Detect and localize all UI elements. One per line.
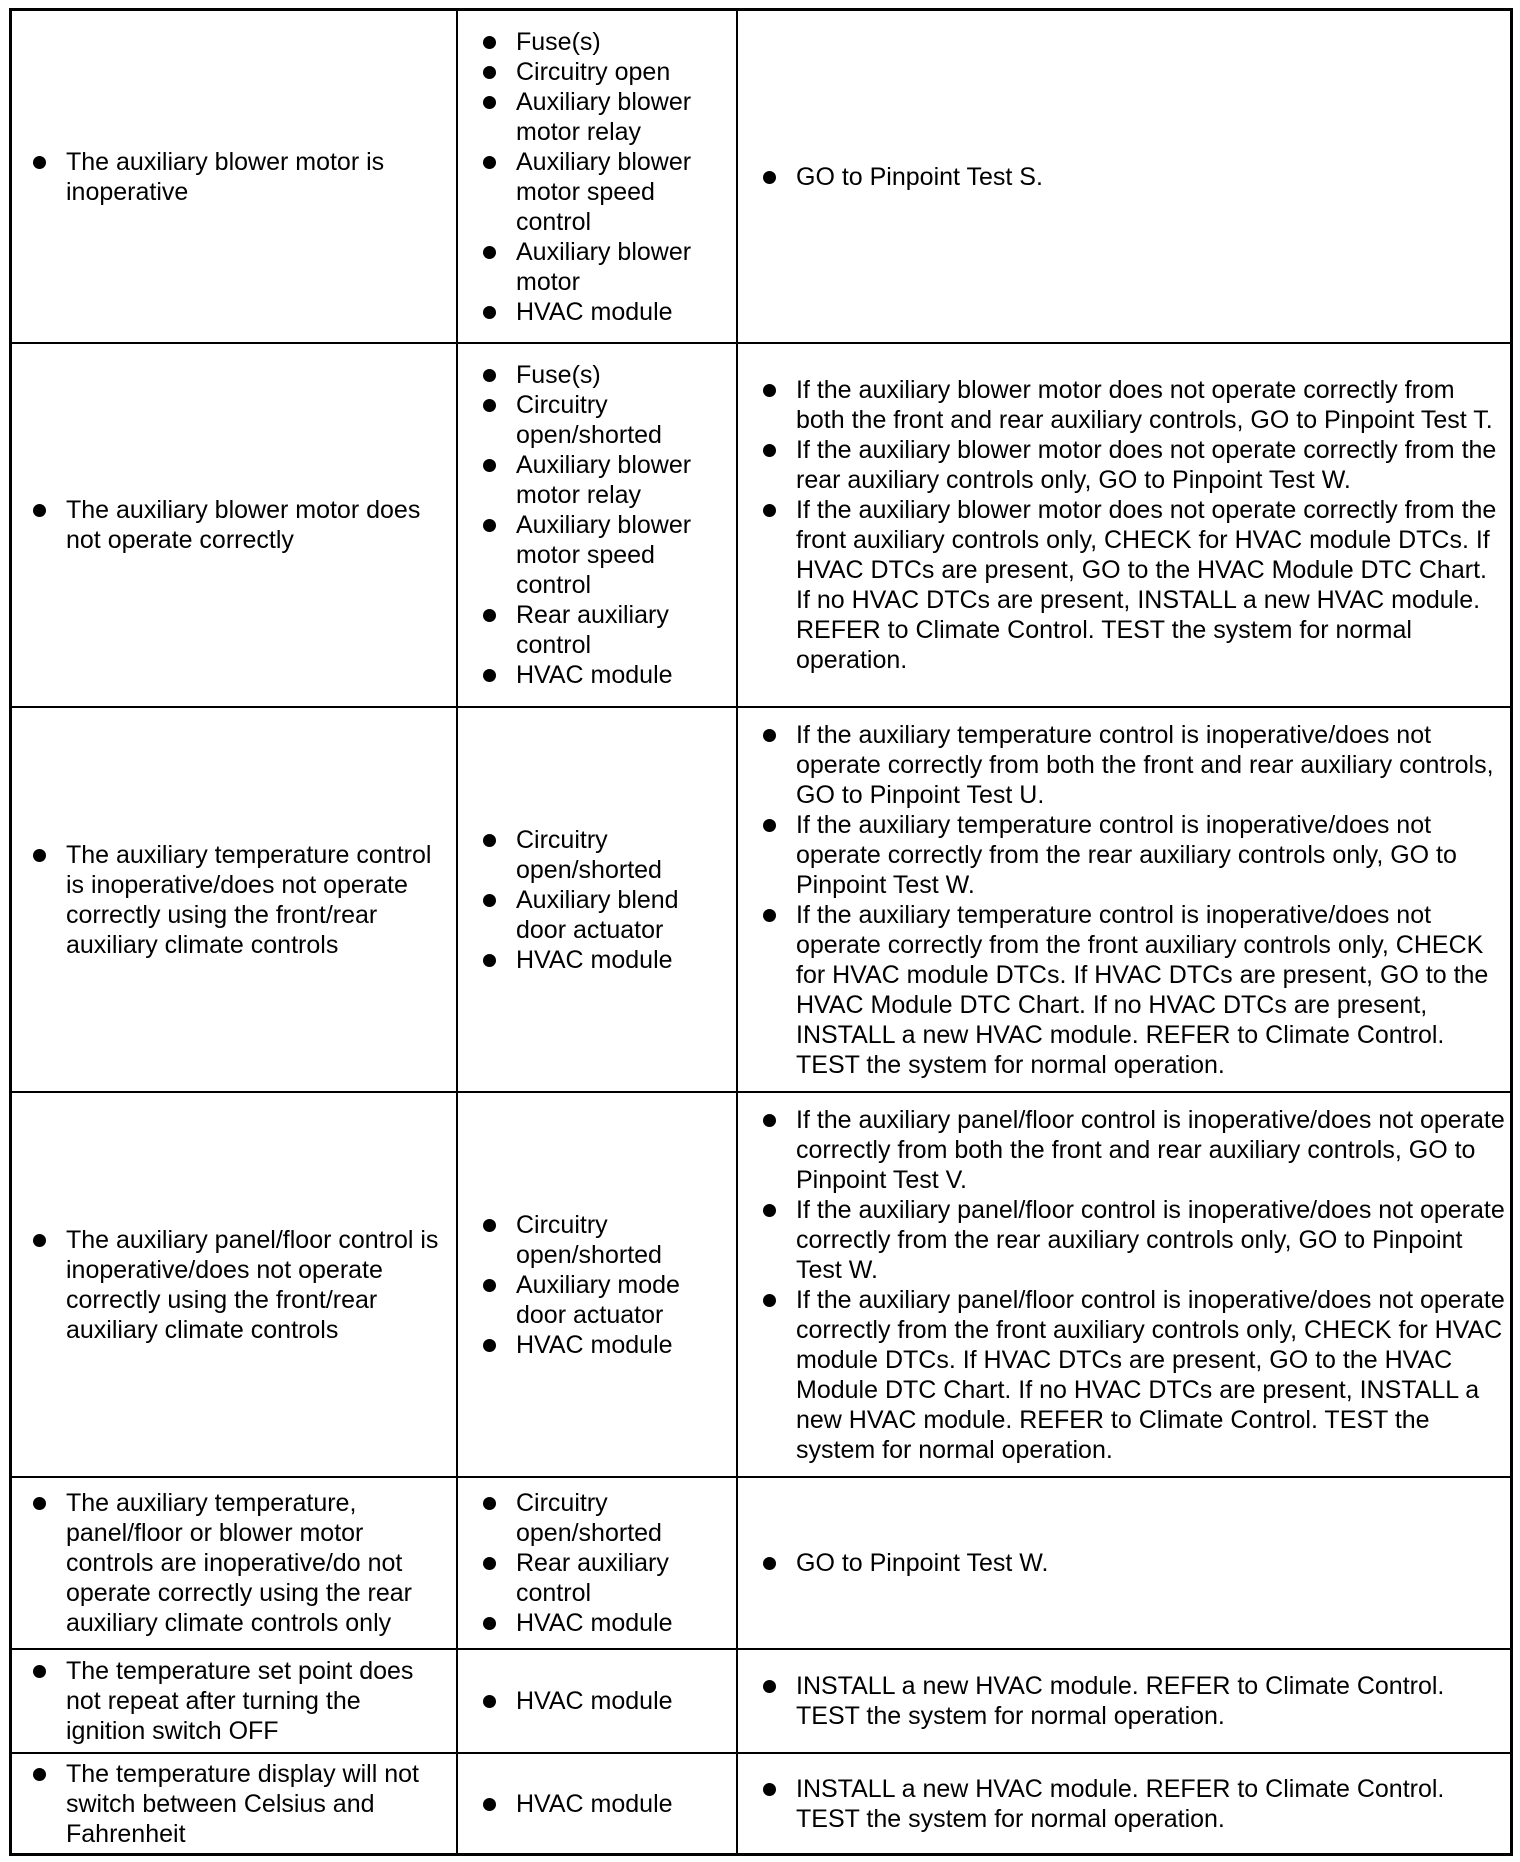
list-item: The auxiliary blower motor does not operate correctly [32, 495, 446, 555]
list-item: The auxiliary temperature, panel/floor or blower motor controls are inoperative/do not operate correctly using the rear auxiliary climate controls only [32, 1488, 446, 1638]
bullet-icon [763, 504, 776, 517]
list-item: HVAC module [482, 297, 730, 327]
condition-cell [12, 11, 458, 342]
bullet-icon [763, 1680, 776, 1693]
list-item: GO to Pinpoint Test S. [762, 162, 1506, 192]
list-item: The auxiliary blower motor is inoperative [32, 147, 446, 207]
action-cell [738, 1754, 1510, 1853]
bullet-icon [483, 1557, 496, 1570]
bullet-icon [483, 1695, 496, 1708]
bullet-icon [33, 849, 46, 862]
bullet-icon [483, 369, 496, 382]
list-item: If the auxiliary blower motor does not operate correctly from both the front and rear auxiliary controls, GO to Pinpoint Test T. [762, 375, 1506, 435]
list-item: INSTALL a new HVAC module. REFER to Climate Control. TEST the system for normal operation. [762, 1671, 1506, 1731]
bullet-icon [33, 1665, 46, 1678]
list-item: The auxiliary temperature control is inoperative/does not operate correctly using the front/rear auxiliary climate controls [32, 840, 446, 960]
bullet-icon [483, 1279, 496, 1292]
bullet-icon [483, 1497, 496, 1510]
bullet-icon [33, 504, 46, 517]
bullet-icon [763, 384, 776, 397]
table-row [12, 1650, 1510, 1754]
bullet-icon [763, 1783, 776, 1796]
bullet-icon [763, 1557, 776, 1570]
bullet-icon [763, 909, 776, 922]
table-row [12, 1754, 1510, 1853]
bullet-icon [483, 669, 496, 682]
list-item: If the auxiliary blower motor does not operate correctly from the rear auxiliary controls only, GO to Pinpoint Test W. [762, 435, 1506, 495]
condition-cell [12, 1754, 458, 1853]
list-item: HVAC module [482, 1330, 730, 1360]
bullet-icon [33, 1768, 46, 1781]
bullet-icon [33, 156, 46, 169]
list-item: Fuse(s) [482, 360, 730, 390]
table-row [12, 708, 1510, 1093]
list-item: Circuitry open/shorted [482, 1488, 730, 1548]
condition-cell [12, 1478, 458, 1648]
condition-cell [12, 1093, 458, 1476]
bullet-icon [763, 1204, 776, 1217]
list-item: Rear auxiliary control [482, 1548, 730, 1608]
list-item: Circuitry open/shorted [482, 1210, 730, 1270]
list-item: HVAC module [482, 945, 730, 975]
bullet-icon [483, 609, 496, 622]
possible-source-cell [458, 1754, 738, 1853]
list-item: If the auxiliary temperature control is inoperative/does not operate correctly from the front auxiliary controls only, CHECK for HVAC module DTCs. If HVAC DTCs are present, GO to the HVAC Module DTC Chart. If no HVAC DTCs are present, INSTALL a new HVAC module. REFER to Climate Control. TEST the system for normal operation. [762, 900, 1506, 1080]
action-cell [738, 1650, 1510, 1752]
list-item: The temperature display will not switch between Celsius and Fahrenheit [32, 1759, 446, 1849]
bullet-icon [483, 1219, 496, 1232]
possible-source-cell [458, 344, 738, 706]
table-row [12, 1093, 1510, 1478]
table-row [12, 1478, 1510, 1650]
possible-source-cell [458, 708, 738, 1091]
bullet-icon [483, 1339, 496, 1352]
bullet-icon [763, 729, 776, 742]
symptom-chart-table [9, 8, 1513, 1856]
possible-source-cell [458, 11, 738, 342]
bullet-icon [763, 171, 776, 184]
list-item: HVAC module [482, 1686, 730, 1716]
list-item: INSTALL a new HVAC module. REFER to Climate Control. TEST the system for normal operation. [762, 1774, 1506, 1834]
list-item: HVAC module [482, 1789, 730, 1819]
list-item: If the auxiliary panel/floor control is inoperative/does not operate correctly from both the front and rear auxiliary controls, GO to Pinpoint Test V. [762, 1105, 1506, 1195]
condition-cell [12, 1650, 458, 1752]
bullet-icon [483, 954, 496, 967]
action-cell [738, 11, 1510, 342]
list-item: Auxiliary blower motor relay [482, 87, 730, 147]
bullet-icon [33, 1234, 46, 1247]
list-item: Circuitry open/shorted [482, 390, 730, 450]
bullet-icon [483, 156, 496, 169]
possible-source-cell [458, 1650, 738, 1752]
list-item: If the auxiliary blower motor does not operate correctly from the front auxiliary controls only, CHECK for HVAC module DTCs. If HVAC DTCs are present, GO to the HVAC Module DTC Chart. If no HVAC DTCs are present, INSTALL a new HVAC module. REFER to Climate Control. TEST the system for normal operation. [762, 495, 1506, 675]
table-row [12, 11, 1510, 344]
action-cell [738, 1478, 1510, 1648]
bullet-icon [483, 36, 496, 49]
condition-cell [12, 708, 458, 1091]
action-cell [738, 344, 1510, 706]
list-item: If the auxiliary panel/floor control is inoperative/does not operate correctly from the rear auxiliary controls only, GO to Pinpoint Test W. [762, 1195, 1506, 1285]
list-item: Auxiliary blower motor speed control [482, 510, 730, 600]
bullet-icon [483, 66, 496, 79]
list-item: Auxiliary blower motor relay [482, 450, 730, 510]
list-item: Circuitry open/shorted [482, 825, 730, 885]
list-item: Rear auxiliary control [482, 600, 730, 660]
list-item: Circuitry open [482, 57, 730, 87]
condition-cell [12, 344, 458, 706]
list-item: Auxiliary blower motor speed control [482, 147, 730, 237]
bullet-icon [763, 1294, 776, 1307]
list-item: The auxiliary panel/floor control is inoperative/does not operate correctly using the front/rear auxiliary climate controls [32, 1225, 446, 1345]
bullet-icon [483, 894, 496, 907]
bullet-icon [483, 306, 496, 319]
list-item: If the auxiliary temperature control is inoperative/does not operate correctly from the rear auxiliary controls only, GO to Pinpoint Test W. [762, 810, 1506, 900]
bullet-icon [33, 1497, 46, 1510]
list-item: Auxiliary blend door actuator [482, 885, 730, 945]
bullet-icon [483, 834, 496, 847]
table-row [12, 344, 1510, 708]
list-item: Fuse(s) [482, 27, 730, 57]
bullet-icon [763, 819, 776, 832]
bullet-icon [483, 96, 496, 109]
list-item: The temperature set point does not repeat after turning the ignition switch OFF [32, 1656, 446, 1746]
action-cell [738, 708, 1510, 1091]
possible-source-cell [458, 1478, 738, 1648]
list-item: Auxiliary mode door actuator [482, 1270, 730, 1330]
list-item: GO to Pinpoint Test W. [762, 1548, 1506, 1578]
bullet-icon [483, 519, 496, 532]
bullet-icon [483, 399, 496, 412]
bullet-icon [763, 1114, 776, 1127]
bullet-icon [483, 1617, 496, 1630]
bullet-icon [763, 444, 776, 457]
list-item: Auxiliary blower motor [482, 237, 730, 297]
possible-source-cell [458, 1093, 738, 1476]
list-item: HVAC module [482, 660, 730, 690]
list-item: HVAC module [482, 1608, 730, 1638]
bullet-icon [483, 246, 496, 259]
bullet-icon [483, 459, 496, 472]
bullet-icon [483, 1798, 496, 1811]
action-cell [738, 1093, 1510, 1476]
list-item: If the auxiliary panel/floor control is inoperative/does not operate correctly from the front auxiliary controls only, CHECK for HVAC module DTCs. If HVAC DTCs are present, GO to the HVAC Module DTC Chart. If no HVAC DTCs are present, INSTALL a new HVAC module. REFER to Climate Control. TEST the system for normal operation. [762, 1285, 1506, 1465]
list-item: If the auxiliary temperature control is inoperative/does not operate correctly from both the front and rear auxiliary controls, GO to Pinpoint Test U. [762, 720, 1506, 810]
